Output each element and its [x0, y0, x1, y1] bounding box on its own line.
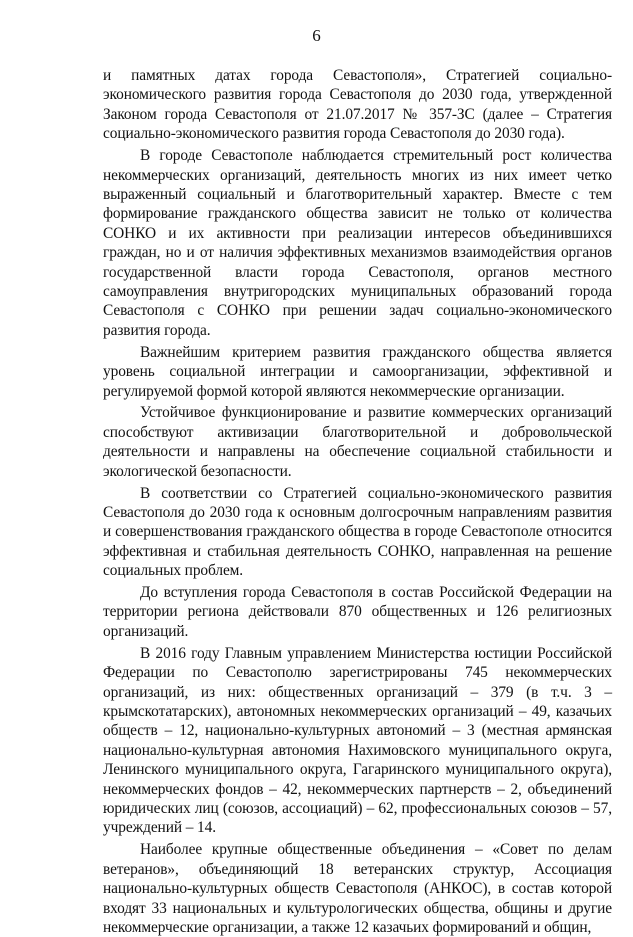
paragraph-sustainable-development: Устойчивое функционирование и развитие коммерческих организаций способствуют активизации благотворительной и добровольческой деятельности и направлены на обеспечение социальной стабильности и экологической безопасности. — [103, 404, 612, 480]
page-number: 6 — [312, 26, 321, 45]
paragraph-largest-associations: Наиболее крупные общественные объединения – «Совет по делам ветеранов», объединяющий 18 ветеранских структур, Ассоциация национально-культурных обществ Севастополя (АНКОС), в состав которой входят 33 национальных и культурологических общества, общины и другие некоммерческие организации, а также 12 казачьих формирований и общин, — [103, 841, 612, 936]
paragraph-strategy-reference: и памятных датах города Севастополя», Стратегией социально-экономического развития города Севастополя до 2030 года, утвержденной Законом города Севастополя от 21.07.2017 № 357-ЗС (далее – Стратегия социально-экономического развития города Севастополя до 2030 года). — [103, 67, 612, 143]
paragraph-strategy-directions: В соответствии со Стратегией социально-экономического развития Севастополя до 2030 года к основным долгосрочным направлениям развития и совершенствования гражданского общества в городе Севастополе относится эффективная и стабильная деятельность СОНКО, направленная на решение социальных проблем. — [103, 484, 612, 580]
paragraph-civil-society-criterion: Важнейшим критерием развития гражданского общества является уровень социальной интеграции и самоорганизации, эффективной и регулируемой формой которой являются некоммерческие организации. — [103, 343, 612, 400]
document-body — [103, 66, 612, 937]
paragraph-registration-2016: В 2016 году Главным управлением Министерства юстиции Российской Федерации по Севастополю зарегистрированы 745 некоммерческих организаций, из них: общественных организаций – 379 (в т.ч. 3 – крымскотатарских), автономных некоммерческих организаций – 49, казачьих обществ – 12, национально-культурных автономий – 3 (местная армянская национально-культурная автономия Нахимовского муниципального округа, Ленинского муниципального округа, Гагаринского муниципального округа), некоммерческих фондов – 42, некоммерческих партнерств – 2, объединений юридических лиц (союзов, ассоциаций) – 62, профессиональных союзов – 57, учреждений – 14. — [103, 644, 612, 837]
paragraph-before-accession: До вступления города Севастополя в состав Российской Федерации на территории региона действовали 870 общественных и 126 религиозных организаций. — [103, 584, 612, 640]
paragraph-nko-growth: В городе Севастополе наблюдается стремительный рост количества некоммерческих организаций, деятельность многих из них имеет четко выраженный социальный и благотворительный характер. Вместе с тем формирование гражданского общества зависит не только от количества СОНКО и их активности при реализации интересов объединившихся граждан, но и от наличия эффективных механизмов взаимодействия органов государственной власти города Севастополя, органов местного самоуправления внутригородских муниципальных образований города Севастополя с СОНКО при решении задач социально-экономического развития города. — [103, 147, 612, 339]
